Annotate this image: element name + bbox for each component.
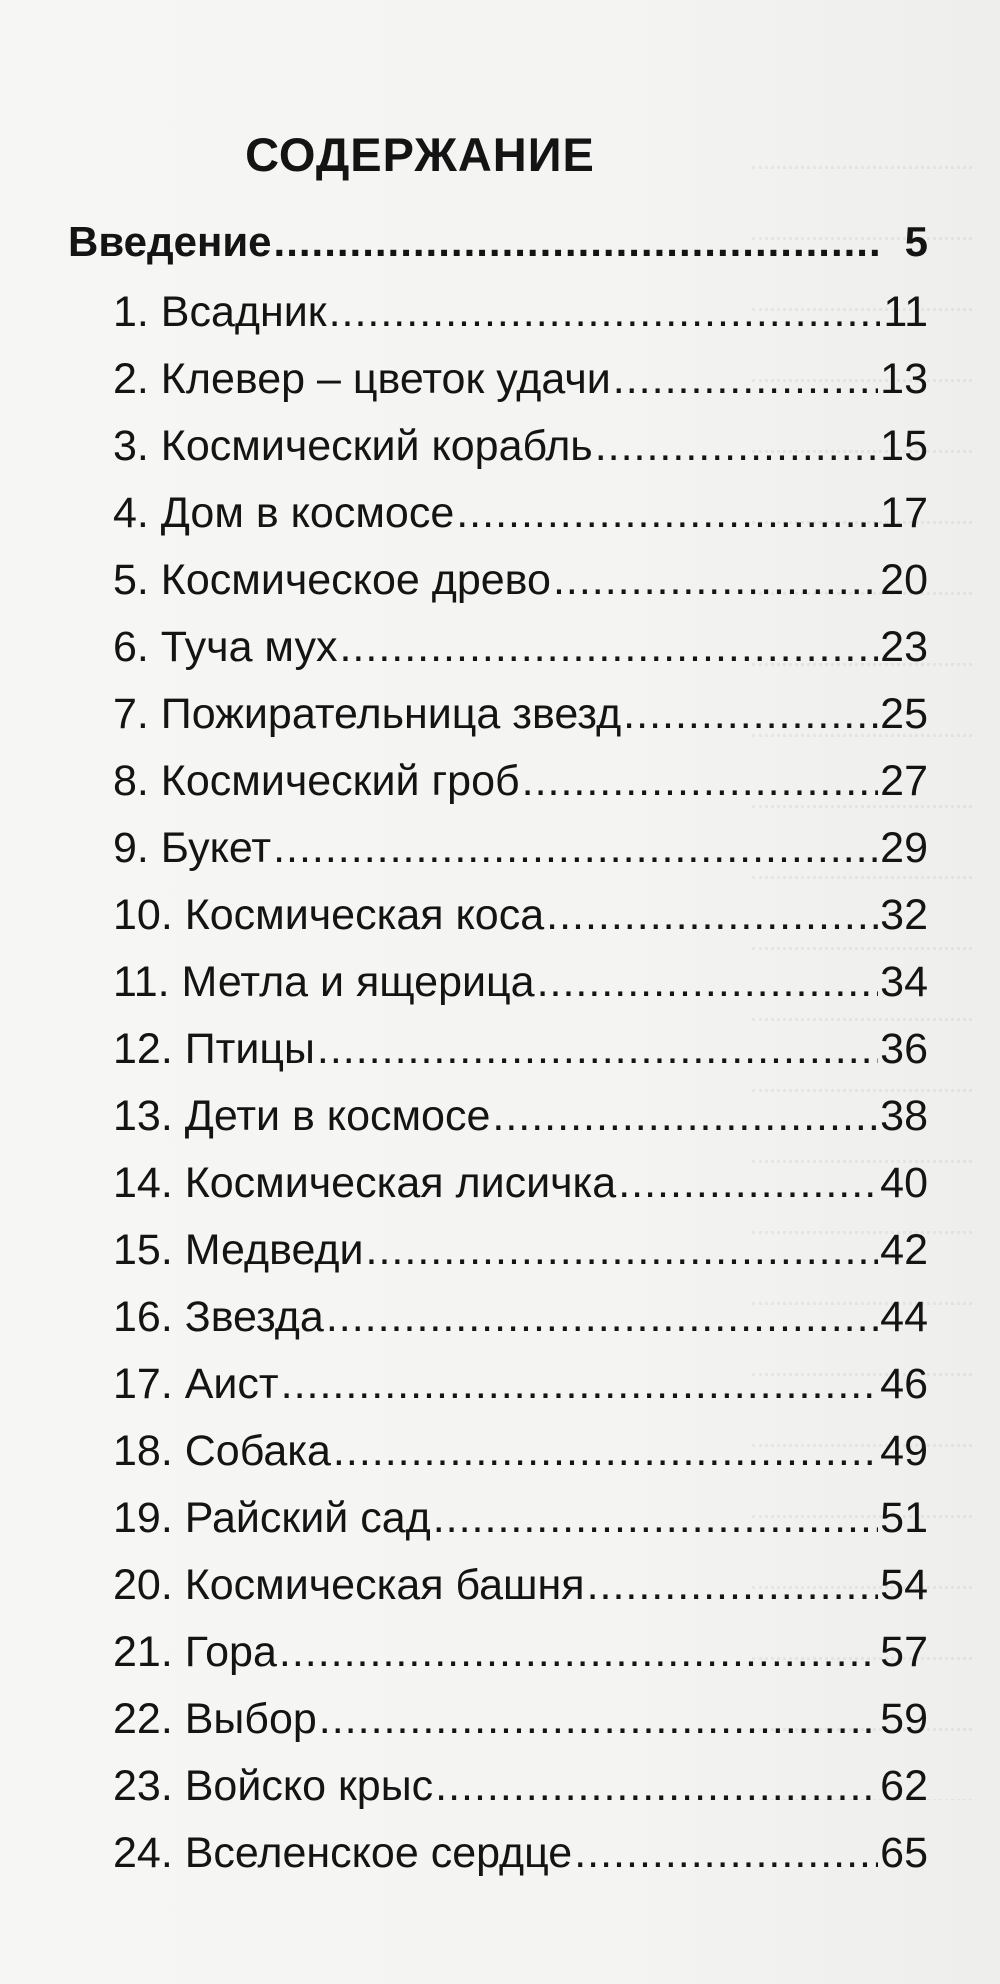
toc-entry	[68, 1762, 928, 1829]
toc-entry-page-number: 57	[880, 1628, 928, 1676]
toc-entry-label: 2. Клевер – цветок удачи	[113, 355, 611, 403]
toc-entry	[68, 355, 928, 422]
toc-entry-label: Введение	[68, 218, 272, 265]
toc-entry-page-number: 59	[880, 1695, 928, 1743]
toc-entry-label: 16. Звезда	[113, 1293, 324, 1341]
dot-leader	[319, 1695, 878, 1744]
toc-entry-page-number: 51	[880, 1494, 928, 1542]
toc-entry-label: 12. Птицы	[113, 1025, 315, 1073]
dot-leader	[595, 422, 878, 471]
dot-leader	[273, 824, 878, 873]
toc-entry-page-number: 34	[880, 958, 928, 1006]
dot-leader	[339, 623, 878, 672]
toc-entry	[68, 288, 928, 355]
dot-leader	[435, 1762, 878, 1811]
dot-leader	[326, 1293, 878, 1342]
toc-entry-page-number: 17	[880, 489, 928, 537]
toc-entry	[68, 1360, 928, 1427]
dot-leader	[546, 891, 878, 940]
toc-entry-page-number: 38	[880, 1092, 928, 1140]
toc-entry-page-number: 13	[880, 355, 928, 403]
toc-entry-page-number: 20	[880, 556, 928, 604]
toc-entry-page-number: 36	[880, 1025, 928, 1073]
toc-entry-label: 19. Райский сад	[113, 1494, 431, 1542]
toc-entry-label: 3. Космический корабль	[113, 422, 593, 470]
toc-entry	[68, 958, 928, 1025]
toc-entry	[68, 1293, 928, 1360]
toc-entry	[68, 1695, 928, 1762]
toc-entry	[68, 1226, 928, 1293]
toc-entry-label: 9. Букет	[113, 824, 272, 872]
toc-entry-label: 18. Собака	[113, 1427, 331, 1475]
dot-leader	[587, 1561, 879, 1610]
toc-entry-page-number: 46	[880, 1360, 928, 1408]
dot-leader	[522, 757, 879, 806]
toc-entry-label: 23. Войско крыс	[113, 1762, 434, 1810]
toc-entry-page-number: 5	[904, 218, 928, 265]
dot-leader	[618, 1159, 878, 1208]
toc-entry-page-number: 25	[880, 690, 928, 738]
dot-leader	[329, 288, 880, 337]
toc-entry-intro	[68, 218, 928, 288]
dot-leader	[333, 1427, 878, 1476]
dot-leader	[279, 1628, 878, 1677]
toc-entry-label: 15. Медведи	[113, 1226, 364, 1274]
toc-entry-label: 20. Космическая башня	[113, 1561, 585, 1609]
toc-entry-label: 11. Метла и ящерица	[113, 958, 535, 1006]
dot-leader	[623, 690, 878, 739]
toc-entry-label: 13. Дети в космосе	[113, 1092, 491, 1140]
toc-entry-label: 8. Космический гроб	[113, 757, 520, 805]
toc-entry	[68, 1628, 928, 1695]
toc-entry	[68, 690, 928, 757]
toc-entry-page-number: 62	[880, 1762, 928, 1810]
dot-leader	[456, 489, 878, 538]
toc-entry	[68, 1159, 928, 1226]
dot-leader	[274, 218, 880, 266]
toc-entry-label: 7. Пожирательница звезд	[113, 690, 622, 738]
dot-leader	[613, 355, 878, 404]
toc-entry-page-number: 44	[880, 1293, 928, 1341]
toc-entry	[68, 824, 928, 891]
toc-entry-label: 21. Гора	[113, 1628, 277, 1676]
toc-entry-label: 6. Туча мух	[113, 623, 338, 671]
toc-entry-label: 14. Космическая лисичка	[113, 1159, 617, 1207]
toc-entry	[68, 1829, 928, 1896]
toc-entry-page-number: 29	[880, 824, 928, 872]
toc-entry-page-number: 23	[880, 623, 928, 671]
dot-leader	[553, 556, 878, 605]
table-of-contents	[68, 218, 928, 1896]
toc-entry-label: 17. Аист	[113, 1360, 279, 1408]
toc-entry-label: 4. Дом в космосе	[113, 489, 455, 537]
toc-entry	[68, 422, 928, 489]
toc-entry	[68, 757, 928, 824]
toc-entry-page-number: 42	[880, 1226, 928, 1274]
toc-entry	[68, 1427, 928, 1494]
toc-entry	[68, 489, 928, 556]
dot-leader	[366, 1226, 879, 1275]
toc-entry-page-number: 27	[880, 757, 928, 805]
toc-entry-page-number: 65	[880, 1829, 928, 1877]
toc-entry-label: 10. Космическая коса	[113, 891, 545, 939]
dot-leader	[537, 958, 879, 1007]
dot-leader	[433, 1494, 878, 1543]
toc-entry	[68, 556, 928, 623]
toc-entry-page-number: 11	[883, 288, 928, 336]
toc-entry-label: 1. Всадник	[113, 288, 327, 336]
toc-entry	[68, 1092, 928, 1159]
dot-leader	[317, 1025, 878, 1074]
toc-entry	[68, 623, 928, 690]
toc-entry-page-number: 15	[880, 422, 928, 470]
toc-entry-page-number: 49	[880, 1427, 928, 1475]
toc-entry	[68, 1494, 928, 1561]
toc-entry	[68, 891, 928, 958]
toc-entry	[68, 1561, 928, 1628]
toc-entry-label: 24. Вселенское сердце	[113, 1829, 573, 1877]
dot-leader	[492, 1092, 878, 1141]
dot-leader	[574, 1829, 878, 1878]
dot-leader	[281, 1360, 879, 1409]
page-title: СОДЕРЖАНИЕ	[245, 128, 595, 182]
toc-entry-page-number: 40	[880, 1159, 928, 1207]
toc-entry-label: 5. Космическое древо	[113, 556, 551, 604]
toc-entry-page-number: 32	[880, 891, 928, 939]
toc-entry-page-number: 54	[880, 1561, 928, 1609]
toc-entry-label: 22. Выбор	[113, 1695, 317, 1743]
toc-entry	[68, 1025, 928, 1092]
